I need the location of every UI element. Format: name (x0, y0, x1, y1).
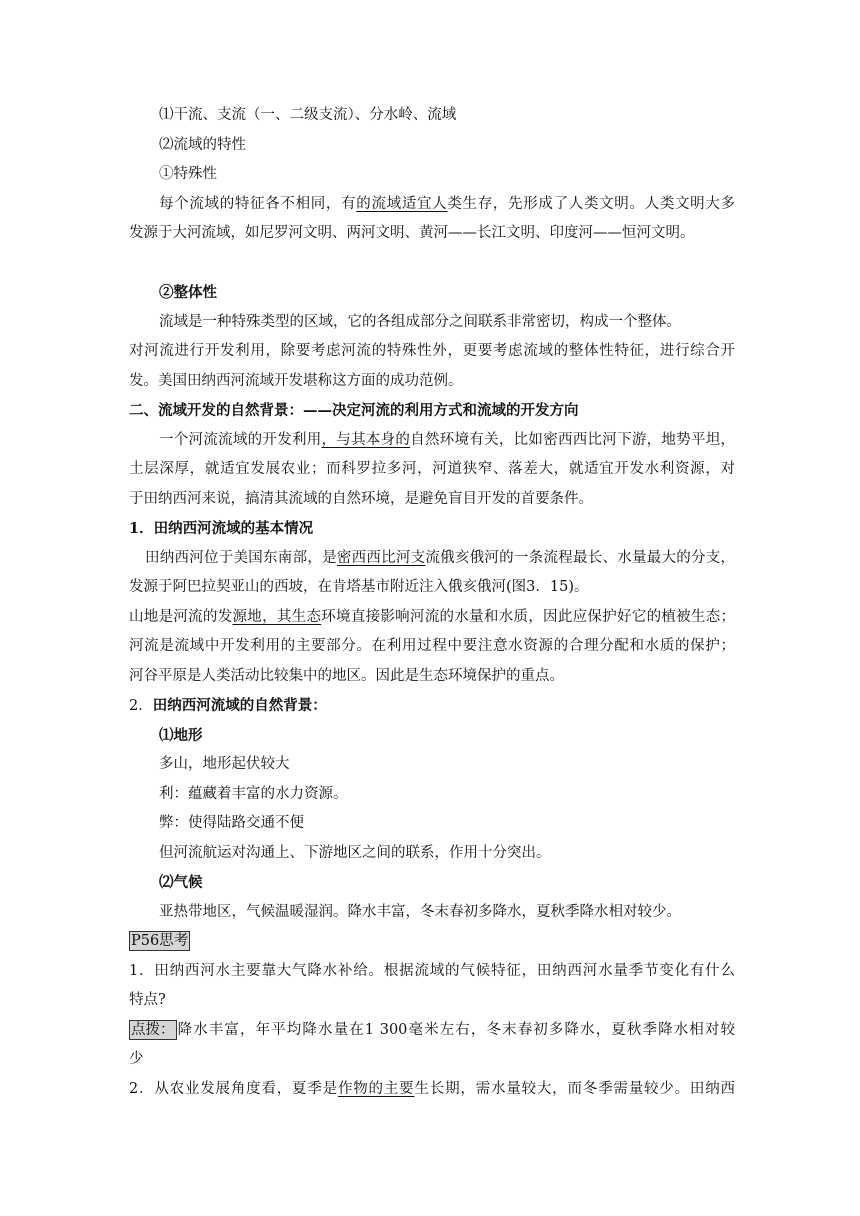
text-segment: 河谷平原是人类活动比较集中的地区。因此是生态环境保护的重点。 (129, 667, 564, 684)
text-line (129, 691, 735, 721)
text-segment: 亚热带地区，气候温暖湿润。降水丰富，冬末春初多降水，夏秋季降水相对较少。 (159, 903, 681, 920)
text-segment: 多山，地形起伏较大 (159, 756, 290, 772)
text-segment: 山地是河流的发 (129, 608, 233, 625)
text-segment: 河流是流域中开发利用的主要部分。在利用过程中要注意水资源的合理分配和水质的保护； (129, 638, 735, 654)
text-line (129, 927, 735, 957)
text-line (129, 839, 735, 869)
text-line (129, 308, 735, 338)
text-segment: 但河流航运对沟通上、下游地区之间的联系，作用十分突出。 (159, 844, 551, 861)
text-line (129, 426, 735, 456)
underlined-text: ，与其本身的 (321, 431, 411, 448)
text-line (129, 455, 735, 485)
text-segment: 利：蕴藏着丰富的水力资源。 (159, 785, 348, 802)
text-segment: 发源于大河流域，如尼罗河文明、两河文明、黄河——长江文明、印度河——恒河文明。 (129, 225, 695, 241)
document-body (129, 101, 735, 1104)
text-line (129, 367, 735, 397)
text-segment: 2．从农业发展角度看，夏季是 (129, 1080, 338, 1097)
text-segment: ⑴地形 (159, 726, 203, 744)
text-line (129, 662, 735, 692)
text-line (129, 957, 735, 987)
boxed-label: P56思考 (131, 933, 189, 949)
text-segment: ⑵流域的特性 (159, 136, 246, 153)
text-segment: ⑵气候 (159, 874, 203, 891)
text-line (129, 573, 735, 603)
underlined-text: 的流域适宜人 (356, 195, 448, 212)
text-line (129, 278, 735, 308)
text-segment: ②整体性 (159, 284, 217, 301)
text-line (129, 160, 735, 190)
text-line (129, 101, 735, 131)
text-line (129, 750, 735, 780)
text-segment: 发。美国田纳西河流域开发堪称这方面的成功范例。 (129, 372, 463, 389)
text-segment: 生长期，需水量较大，而冬季需量较少。田纳西 (414, 1080, 735, 1097)
text-line (129, 1075, 735, 1105)
text-line (129, 632, 735, 662)
text-line (129, 986, 735, 1016)
text-segment: 自然环境有关，比如密西西比河下游，地势平坦， (410, 431, 735, 448)
text-line (129, 809, 735, 839)
underlined-text: 作物的主要 (337, 1080, 415, 1097)
text-segment: 降水丰富，年平均降水量在1 300毫米左右，冬末春初多降水，夏秋季降水相对较 (176, 1021, 735, 1038)
text-segment: 流域是一种特殊类型的区域，它的各组成部分之间联系非常密切，构成一个整体。 (159, 313, 681, 330)
text-line (129, 868, 735, 898)
text-segment: 土层深厚，就适宜发展农业；而科罗拉多河，河道狭窄、落差大，就适宜开发水利资源，对 (129, 461, 735, 477)
text-line (129, 721, 735, 751)
text-line (129, 131, 735, 161)
text-segment: 二、流域开发的自然背景：——决定河流的利用方式和流域的开发方向 (129, 402, 579, 419)
text-line (129, 603, 735, 633)
text-line (129, 780, 735, 810)
text-segment: 对河流进行开发利用，除要考虑河流的特殊性外，更要考虑流域的整体性特征，进行综合开 (129, 343, 735, 359)
text-line (129, 514, 735, 544)
text-line (129, 898, 735, 928)
text-line (129, 544, 735, 574)
text-segment: 环境直接影响河流的水量和水质，因此应保护好它的植被生态； (321, 608, 735, 625)
text-segment: 流俄亥俄河的一条流程最长、水量最大的分支， (425, 549, 735, 566)
text-segment: 2． (129, 698, 153, 714)
text-segment: 少 (129, 1051, 144, 1067)
text-line (129, 396, 735, 426)
text-segment: 一个河流流域的开发利用 (159, 431, 322, 448)
text-segment: 于田纳西河来说，搞清其流域的自然环境，是避免盲目开发的首要条件。 (129, 490, 593, 507)
text-segment: 1．田纳西河水主要靠大气降水补给。根据流域的气候特征，田纳西河水量季节变化有什么 (129, 962, 735, 979)
text-segment: 田纳西河位于美国东南部，是 (145, 549, 337, 566)
text-line (129, 190, 735, 220)
text-line (129, 1016, 735, 1046)
text-segment: 类生存，先形成了人类文明。人类文明大多 (447, 195, 735, 212)
text-line (129, 1045, 735, 1075)
text-line (129, 219, 735, 249)
text-segment: ①特殊性 (159, 166, 217, 182)
text-segment: ⑴干流、支流（一、二级支流）、分水岭、流域 (159, 107, 457, 123)
text-line (129, 485, 735, 515)
text-line (129, 337, 735, 367)
text-segment: 特点? (129, 992, 166, 1008)
boxed-label: 点拨： (131, 1021, 175, 1038)
text-segment: 1．田纳西河流域的基本情况 (129, 520, 314, 537)
underlined-text: 密西西比河支 (336, 549, 426, 566)
text-segment: 发源于阿巴拉契亚山的西坡，在肯塔基市附近注入俄亥俄河(图3．15)。 (129, 579, 589, 595)
blank-line (129, 249, 735, 279)
text-segment: 田纳西河流域的自然背景： (152, 697, 327, 714)
underlined-text: 源地，其生态 (232, 608, 322, 625)
text-segment: 每个流域的特征各不相同，有 (159, 195, 357, 212)
text-segment: 弊：使得陆路交通不便 (159, 815, 304, 831)
